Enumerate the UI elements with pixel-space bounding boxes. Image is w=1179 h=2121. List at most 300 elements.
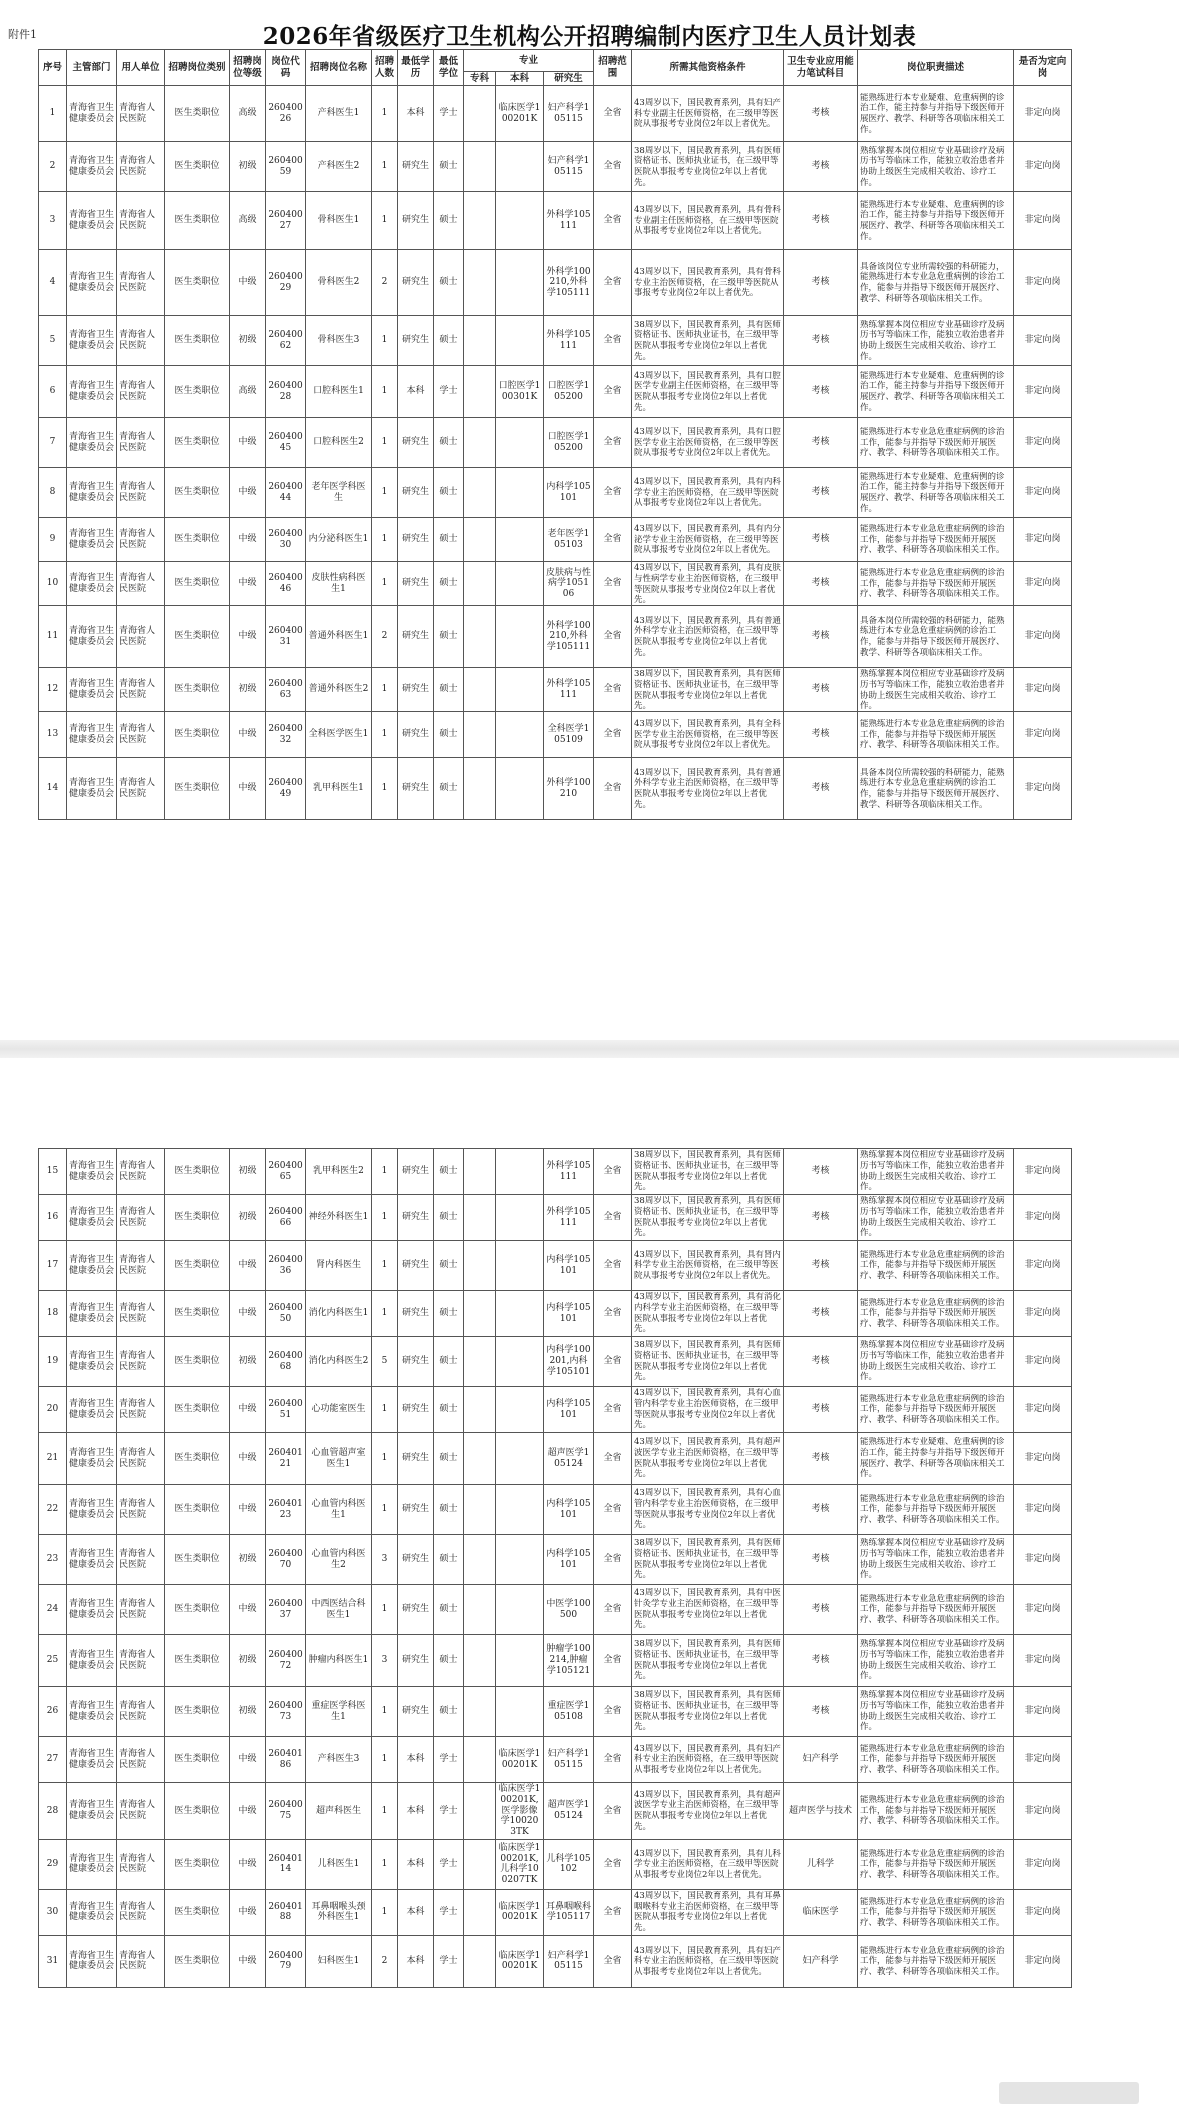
- row-seq: 29: [39, 1839, 67, 1889]
- row-dept: 青海省卫生健康委员会: [67, 1839, 117, 1889]
- row-unit: 青海省人民医院: [117, 1195, 165, 1241]
- row-exam-subject: 考核: [784, 1635, 858, 1687]
- row-exam-subject: 考核: [784, 758, 858, 820]
- row-exam-subject: 考核: [784, 142, 858, 192]
- row-level: 中级: [230, 1839, 266, 1889]
- row-exam-subject: 考核: [784, 1433, 858, 1485]
- row-degree: 硕士: [434, 562, 464, 606]
- row-duty: [858, 562, 1014, 606]
- row-major-yjs: 外科学105111: [544, 316, 594, 366]
- row-level: 中级: [230, 1889, 266, 1935]
- row-directed: 非定向岗: [1014, 1839, 1072, 1889]
- row-category: 医生类职位: [165, 1585, 230, 1635]
- row-seq: 16: [39, 1195, 67, 1241]
- row-code: 26040072: [266, 1635, 306, 1687]
- header-exam-subject: 卫生专业应用能力笔试科目: [784, 50, 858, 86]
- row-major-yjs: 老年医学105103: [544, 518, 594, 562]
- row-dept: 青海省卫生健康委员会: [67, 316, 117, 366]
- row-category: 医生类职位: [165, 1241, 230, 1291]
- table-row: [39, 668, 1072, 712]
- row-seq: 4: [39, 250, 67, 316]
- row-scope: 全省: [594, 1889, 632, 1935]
- row-conditions-text: 38周岁以下，国民教育系列，具有医师资格证书、医师执业证书，在三级甲等医院从事报考专业岗位2年以上者优先。: [634, 319, 781, 362]
- row-conditions: [632, 712, 784, 758]
- row-dept: 青海省卫生健康委员会: [67, 1195, 117, 1241]
- row-seq: 19: [39, 1337, 67, 1387]
- row-degree: 学士: [434, 1935, 464, 1987]
- row-dept: 青海省卫生健康委员会: [67, 758, 117, 820]
- row-major-bk: 临床医学100201K: [496, 1737, 544, 1783]
- row-major-bk: [496, 1433, 544, 1485]
- row-position: 超声科医生: [306, 1783, 372, 1840]
- row-education: 研究生: [398, 1195, 434, 1241]
- row-directed: 非定向岗: [1014, 1535, 1072, 1585]
- row-count: 5: [372, 1337, 398, 1387]
- row-duty: [858, 86, 1014, 142]
- table-row: [39, 1889, 1072, 1935]
- row-code: 26040026: [266, 86, 306, 142]
- row-duty: [858, 1291, 1014, 1337]
- row-duty-text: 能熟练进行本专业急危重症病例的诊治工作，能参与并指导下级医师开展医疗、教学、科研等各项临床相关工作。: [860, 1297, 1005, 1329]
- row-conditions: [632, 1935, 784, 1987]
- row-exam-subject: 考核: [784, 606, 858, 668]
- row-education: 研究生: [398, 250, 434, 316]
- row-category: 医生类职位: [165, 518, 230, 562]
- row-count: 1: [372, 142, 398, 192]
- row-education: 研究生: [398, 1687, 434, 1737]
- row-education: 研究生: [398, 1291, 434, 1337]
- row-major-zk: [464, 1535, 496, 1585]
- row-directed: 非定向岗: [1014, 1585, 1072, 1635]
- row-conditions: [632, 1241, 784, 1291]
- row-level: 中级: [230, 468, 266, 518]
- row-education: 本科: [398, 366, 434, 418]
- row-count: 1: [372, 1195, 398, 1241]
- row-conditions: [632, 468, 784, 518]
- row-degree: 硕士: [434, 1291, 464, 1337]
- row-education: 研究生: [398, 316, 434, 366]
- row-major-bk: [496, 468, 544, 518]
- row-exam-subject: 考核: [784, 192, 858, 250]
- row-degree: 硕士: [434, 468, 464, 518]
- row-code: 26040027: [266, 192, 306, 250]
- row-duty: [858, 250, 1014, 316]
- row-scope: 全省: [594, 1485, 632, 1535]
- row-seq: 3: [39, 192, 67, 250]
- header-directed: 是否为定向岗: [1014, 50, 1072, 86]
- row-duty-text: 熟练掌握本岗位相应专业基础诊疗及病历书写等临床工作，能独立收治患者并协助上级医生完成相关收治、诊疗工作。: [860, 1340, 1005, 1383]
- row-major-zk: [464, 1783, 496, 1840]
- row-education: 研究生: [398, 1585, 434, 1635]
- row-position: 全科医学医生1: [306, 712, 372, 758]
- row-count: 1: [372, 1687, 398, 1737]
- row-position: 乳甲科医生1: [306, 758, 372, 820]
- row-duty-text: 能熟练进行本专业急危重症病例的诊治工作，能参与并指导下级医师开展医疗、教学、科研等各项临床相关工作。: [860, 1896, 1005, 1928]
- row-category: 医生类职位: [165, 606, 230, 668]
- row-major-zk: [464, 1149, 496, 1195]
- row-unit: 青海省人民医院: [117, 518, 165, 562]
- row-major-bk: [496, 250, 544, 316]
- row-major-bk: 临床医学100201K: [496, 1935, 544, 1987]
- row-seq: 23: [39, 1535, 67, 1585]
- row-education: 本科: [398, 1935, 434, 1987]
- row-major-yjs: 妇产科学105115: [544, 1737, 594, 1783]
- row-position: 儿科医生1: [306, 1839, 372, 1889]
- row-major-yjs: 超声医学105124: [544, 1783, 594, 1840]
- row-duty: [858, 1149, 1014, 1195]
- row-duty: [858, 712, 1014, 758]
- row-unit: 青海省人民医院: [117, 192, 165, 250]
- row-directed: 非定向岗: [1014, 1337, 1072, 1387]
- row-conditions-text: 43周岁以下，国民教育系列，具有中医针灸学专业主治医师资格，在三级甲等医院从事报考专业岗位2年以上者优先。: [634, 1588, 781, 1631]
- row-major-bk: [496, 1195, 544, 1241]
- row-position: 口腔科医生1: [306, 366, 372, 418]
- row-code: 26040028: [266, 366, 306, 418]
- row-major-bk: [496, 1337, 544, 1387]
- row-position: 妇科医生1: [306, 1935, 372, 1987]
- row-code: 26040186: [266, 1737, 306, 1783]
- row-directed: 非定向岗: [1014, 518, 1072, 562]
- row-scope: 全省: [594, 86, 632, 142]
- row-conditions: [632, 1737, 784, 1783]
- row-conditions: [632, 1783, 784, 1840]
- row-degree: 学士: [434, 1737, 464, 1783]
- row-degree: 硕士: [434, 1687, 464, 1737]
- row-conditions: [632, 1585, 784, 1635]
- row-duty: [858, 1195, 1014, 1241]
- row-conditions-text: 38周岁以下，国民教育系列，具有医师资格证书、医师执业证书，在三级甲等医院从事报考专业岗位2年以上者优先。: [634, 145, 781, 188]
- row-degree: 硕士: [434, 712, 464, 758]
- document-title: 2026年省级医疗卫生机构公开招聘编制内医疗卫生人员计划表: [262, 23, 917, 50]
- row-scope: 全省: [594, 468, 632, 518]
- row-major-yjs: 内科学105101: [544, 1387, 594, 1433]
- row-seq: 30: [39, 1889, 67, 1935]
- table-row: [39, 712, 1072, 758]
- header-major-zk: 专科: [464, 72, 496, 86]
- row-duty: [858, 1889, 1014, 1935]
- row-education: 研究生: [398, 562, 434, 606]
- row-seq: 10: [39, 562, 67, 606]
- row-unit: 青海省人民医院: [117, 668, 165, 712]
- row-category: 医生类职位: [165, 1337, 230, 1387]
- row-unit: 青海省人民医院: [117, 1433, 165, 1485]
- row-seq: 24: [39, 1585, 67, 1635]
- row-major-bk: [496, 1291, 544, 1337]
- row-major-bk: [496, 606, 544, 668]
- row-conditions-text: 43周岁以下，国民教育系列，具有普通外科学专业主治医师资格，在三级甲等医院从事报考专业岗位2年以上者优先。: [634, 615, 781, 658]
- header-level: 招聘岗位等级: [230, 50, 266, 86]
- row-level: 中级: [230, 562, 266, 606]
- row-category: 医生类职位: [165, 316, 230, 366]
- row-duty-text: 能熟练进行本专业急危重症病例的诊治工作，能参与并指导下级医师开展医疗、教学、科研等各项临床相关工作。: [860, 1848, 1005, 1880]
- row-dept: 青海省卫生健康委员会: [67, 1635, 117, 1687]
- row-dept: 青海省卫生健康委员会: [67, 418, 117, 468]
- row-scope: 全省: [594, 1337, 632, 1387]
- header-duty: 岗位职责描述: [858, 50, 1014, 86]
- table-row: [39, 518, 1072, 562]
- table-row: [39, 1433, 1072, 1485]
- header-position: 招聘岗位名称: [306, 50, 372, 86]
- row-major-zk: [464, 1737, 496, 1783]
- row-major-bk: [496, 1687, 544, 1737]
- row-education: 研究生: [398, 1635, 434, 1687]
- row-duty-text: 能熟练进行本专业急危重症病例的诊治工作，能参与并指导下级医师开展医疗、教学、科研等各项临床相关工作。: [860, 1945, 1005, 1977]
- row-major-yjs: 超声医学105124: [544, 1433, 594, 1485]
- row-duty-text: 能熟练进行本专业急危重症病例的诊治工作，能参与并指导下级医师开展医疗、教学、科研等各项临床相关工作。: [860, 1593, 1005, 1625]
- row-unit: 青海省人民医院: [117, 1241, 165, 1291]
- row-exam-subject: 妇产科学: [784, 1935, 858, 1987]
- row-dept: 青海省卫生健康委员会: [67, 606, 117, 668]
- row-count: 1: [372, 668, 398, 712]
- row-education: 研究生: [398, 668, 434, 712]
- row-code: 26040036: [266, 1241, 306, 1291]
- row-directed: 非定向岗: [1014, 418, 1072, 468]
- row-major-yjs: 内科学105101: [544, 1535, 594, 1585]
- row-seq: 20: [39, 1387, 67, 1433]
- row-conditions: [632, 192, 784, 250]
- row-duty-text: 能熟练进行本专业疑难、危重病例的诊治工作，能主持参与并指导下级医师开展医疗、教学、科研等各项临床相关工作。: [860, 92, 1005, 135]
- row-conditions-text: 43周岁以下，国民教育系列，具有儿科学专业主治医师资格，在三级甲等医院从事报考专业岗位2年以上者优先。: [634, 1848, 781, 1880]
- row-major-zk: [464, 366, 496, 418]
- row-code: 26040070: [266, 1535, 306, 1585]
- row-exam-subject: 考核: [784, 250, 858, 316]
- row-code: 26040063: [266, 668, 306, 712]
- row-conditions-text: 38周岁以下，国民教育系列，具有医师资格证书、医师执业证书，在三级甲等医院从事报考专业岗位2年以上者优先。: [634, 1196, 781, 1239]
- row-unit: 青海省人民医院: [117, 1839, 165, 1889]
- row-duty-text: 能熟练进行本专业急危重症病例的诊治工作，能参与并指导下级医师开展医疗、教学、科研等各项临床相关工作。: [860, 523, 1005, 556]
- row-major-bk: 临床医学100201K: [496, 1889, 544, 1935]
- row-major-bk: [496, 518, 544, 562]
- row-duty-text: 能熟练进行本专业急危重症病例的诊治工作，能参与并指导下级医师开展医疗、教学、科研等各项临床相关工作。: [860, 1743, 1005, 1775]
- row-conditions: [632, 1535, 784, 1585]
- row-conditions: [632, 1337, 784, 1387]
- row-position: 普通外科医生1: [306, 606, 372, 668]
- row-code: 26040123: [266, 1485, 306, 1535]
- header-unit: 用人单位: [117, 50, 165, 86]
- row-position: 中西医结合科医生1: [306, 1585, 372, 1635]
- row-count: 1: [372, 1241, 398, 1291]
- row-major-bk: [496, 668, 544, 712]
- row-major-zk: [464, 316, 496, 366]
- row-directed: 非定向岗: [1014, 668, 1072, 712]
- row-conditions-text: 38周岁以下，国民教育系列，具有医师资格证书、医师执业证书，在三级甲等医院从事报考专业岗位2年以上者优先。: [634, 1690, 781, 1733]
- row-exam-subject: 考核: [784, 1687, 858, 1737]
- row-education: 研究生: [398, 606, 434, 668]
- row-seq: 13: [39, 712, 67, 758]
- row-count: 1: [372, 366, 398, 418]
- row-major-zk: [464, 1635, 496, 1687]
- row-unit: 青海省人民医院: [117, 712, 165, 758]
- row-directed: 非定向岗: [1014, 1433, 1072, 1485]
- row-major-bk: [496, 1149, 544, 1195]
- row-major-bk: [496, 1585, 544, 1635]
- row-exam-subject: 考核: [784, 1387, 858, 1433]
- row-code: 26040044: [266, 468, 306, 518]
- row-duty-text: 能熟练进行本专业急危重症病例的诊治工作，能参与并指导下级医师开展医疗、教学、科研等各项临床相关工作。: [860, 1249, 1005, 1281]
- header-education: 最低学历: [398, 50, 434, 86]
- row-major-yjs: 外科学100210,外科学105111: [544, 250, 594, 316]
- row-duty: [858, 1839, 1014, 1889]
- row-major-yjs: 耳鼻咽喉科学105117: [544, 1889, 594, 1935]
- row-dept: 青海省卫生健康委员会: [67, 1433, 117, 1485]
- row-count: 3: [372, 1635, 398, 1687]
- row-level: 中级: [230, 1241, 266, 1291]
- row-degree: 硕士: [434, 1585, 464, 1635]
- row-count: 1: [372, 1485, 398, 1535]
- row-category: 医生类职位: [165, 192, 230, 250]
- row-category: 医生类职位: [165, 418, 230, 468]
- row-unit: 青海省人民医院: [117, 142, 165, 192]
- row-seq: 17: [39, 1241, 67, 1291]
- row-scope: 全省: [594, 1433, 632, 1485]
- row-exam-subject: 考核: [784, 1149, 858, 1195]
- row-category: 医生类职位: [165, 562, 230, 606]
- row-exam-subject: 考核: [784, 316, 858, 366]
- row-count: 1: [372, 1737, 398, 1783]
- row-dept: 青海省卫生健康委员会: [67, 668, 117, 712]
- row-education: 研究生: [398, 1337, 434, 1387]
- row-seq: 6: [39, 366, 67, 418]
- row-category: 医生类职位: [165, 1839, 230, 1889]
- row-count: 3: [372, 1535, 398, 1585]
- row-seq: 8: [39, 468, 67, 518]
- row-scope: 全省: [594, 562, 632, 606]
- row-dept: 青海省卫生健康委员会: [67, 1783, 117, 1840]
- row-exam-subject: 考核: [784, 468, 858, 518]
- row-major-zk: [464, 192, 496, 250]
- row-unit: 青海省人民医院: [117, 418, 165, 468]
- row-position: 肾内科医生: [306, 1241, 372, 1291]
- row-directed: 非定向岗: [1014, 1195, 1072, 1241]
- row-degree: 硕士: [434, 418, 464, 468]
- row-level: 初级: [230, 1535, 266, 1585]
- row-exam-subject: 妇产科学: [784, 1737, 858, 1783]
- row-conditions: [632, 562, 784, 606]
- row-dept: 青海省卫生健康委员会: [67, 1149, 117, 1195]
- row-unit: 青海省人民医院: [117, 1337, 165, 1387]
- row-duty: [858, 192, 1014, 250]
- row-scope: 全省: [594, 1635, 632, 1687]
- table-row: [39, 1149, 1072, 1195]
- row-dept: 青海省卫生健康委员会: [67, 1387, 117, 1433]
- row-degree: 硕士: [434, 606, 464, 668]
- row-position: 产科医生3: [306, 1737, 372, 1783]
- row-major-zk: [464, 1485, 496, 1535]
- row-major-zk: [464, 250, 496, 316]
- row-duty: [858, 1337, 1014, 1387]
- row-duty: [858, 1485, 1014, 1535]
- row-conditions: [632, 1889, 784, 1935]
- row-directed: 非定向岗: [1014, 1783, 1072, 1840]
- row-duty: [858, 1783, 1014, 1840]
- row-conditions: [632, 86, 784, 142]
- row-education: 研究生: [398, 1241, 434, 1291]
- row-major-bk: [496, 562, 544, 606]
- row-major-yjs: 口腔医学105200: [544, 418, 594, 468]
- row-category: 医生类职位: [165, 1149, 230, 1195]
- row-level: 中级: [230, 1433, 266, 1485]
- row-count: 2: [372, 250, 398, 316]
- row-scope: 全省: [594, 1387, 632, 1433]
- row-scope: 全省: [594, 316, 632, 366]
- row-seq: 2: [39, 142, 67, 192]
- row-position: 肿瘤内科医生1: [306, 1635, 372, 1687]
- document-page-2: [0, 1058, 1179, 2121]
- row-seq: 11: [39, 606, 67, 668]
- row-level: 中级: [230, 518, 266, 562]
- row-position: 骨科医生1: [306, 192, 372, 250]
- table-row: [39, 606, 1072, 668]
- row-seq: 22: [39, 1485, 67, 1535]
- page-separator: [0, 1040, 1179, 1058]
- row-scope: 全省: [594, 1585, 632, 1635]
- row-seq: 31: [39, 1935, 67, 1987]
- row-major-yjs: 口腔医学105200: [544, 366, 594, 418]
- row-unit: 青海省人民医院: [117, 606, 165, 668]
- row-major-zk: [464, 1241, 496, 1291]
- header-scope: 招聘范围: [594, 50, 632, 86]
- row-major-zk: [464, 1195, 496, 1241]
- row-conditions-text: 38周岁以下，国民教育系列，具有医师资格证书、医师执业证书，在三级甲等医院从事报考专业岗位2年以上者优先。: [634, 1340, 781, 1383]
- header-major: 专业: [464, 50, 594, 72]
- row-scope: 全省: [594, 250, 632, 316]
- row-major-bk: [496, 712, 544, 758]
- row-scope: 全省: [594, 668, 632, 712]
- row-major-bk: 临床医学100201K,医学影像学100203TK: [496, 1783, 544, 1840]
- row-duty-text: 能熟练进行本专业疑难、危重病例的诊治工作，能主持参与并指导下级医师开展医疗、教学、科研等各项临床相关工作。: [860, 370, 1005, 413]
- row-duty-text: 熟练掌握本岗位相应专业基础诊疗及病历书写等临床工作，能独立收治患者并协助上级医生完成相关收治、诊疗工作。: [860, 145, 1005, 188]
- table-row: [39, 316, 1072, 366]
- row-dept: 青海省卫生健康委员会: [67, 1889, 117, 1935]
- row-directed: 非定向岗: [1014, 1387, 1072, 1433]
- table-row: [39, 1535, 1072, 1585]
- row-count: 2: [372, 1935, 398, 1987]
- row-degree: 硕士: [434, 316, 464, 366]
- row-conditions-text: 43周岁以下，国民教育系列，具有皮肤与性病学专业主治医师资格，在三级甲等医院从事报考专业岗位2年以上者优先。: [634, 563, 781, 605]
- row-major-zk: [464, 1585, 496, 1635]
- row-conditions-text: 38周岁以下，国民教育系列，具有医师资格证书、医师执业证书，在三级甲等医院从事报考专业岗位2年以上者优先。: [634, 1150, 781, 1193]
- row-code: 26040068: [266, 1337, 306, 1387]
- row-exam-subject: 考核: [784, 1291, 858, 1337]
- row-directed: 非定向岗: [1014, 1149, 1072, 1195]
- row-scope: 全省: [594, 1935, 632, 1987]
- row-level: 中级: [230, 1291, 266, 1337]
- row-category: 医生类职位: [165, 1889, 230, 1935]
- row-conditions: [632, 1839, 784, 1889]
- row-major-bk: [496, 418, 544, 468]
- row-seq: 9: [39, 518, 67, 562]
- row-degree: 硕士: [434, 1387, 464, 1433]
- row-conditions-text: 38周岁以下，国民教育系列，具有医师资格证书、医师执业证书，在三级甲等医院从事报考专业岗位2年以上者优先。: [634, 1538, 781, 1581]
- row-category: 医生类职位: [165, 1535, 230, 1585]
- row-directed: 非定向岗: [1014, 1635, 1072, 1687]
- row-unit: 青海省人民医院: [117, 562, 165, 606]
- row-conditions: [632, 366, 784, 418]
- row-education: 研究生: [398, 1387, 434, 1433]
- row-code: 26040062: [266, 316, 306, 366]
- row-conditions: [632, 758, 784, 820]
- row-position: 心血管内科医生1: [306, 1485, 372, 1535]
- row-exam-subject: 考核: [784, 418, 858, 468]
- row-major-yjs: 全科医学105109: [544, 712, 594, 758]
- row-duty: [858, 1935, 1014, 1987]
- row-duty-text: 熟练掌握本岗位相应专业基础诊疗及病历书写等临床工作，能独立收治患者并协助上级医生完成相关收治、诊疗工作。: [860, 1150, 1005, 1193]
- row-code: 26040037: [266, 1585, 306, 1635]
- row-duty: [858, 1687, 1014, 1737]
- row-degree: 硕士: [434, 1241, 464, 1291]
- row-directed: 非定向岗: [1014, 1687, 1072, 1737]
- row-major-bk: [496, 1635, 544, 1687]
